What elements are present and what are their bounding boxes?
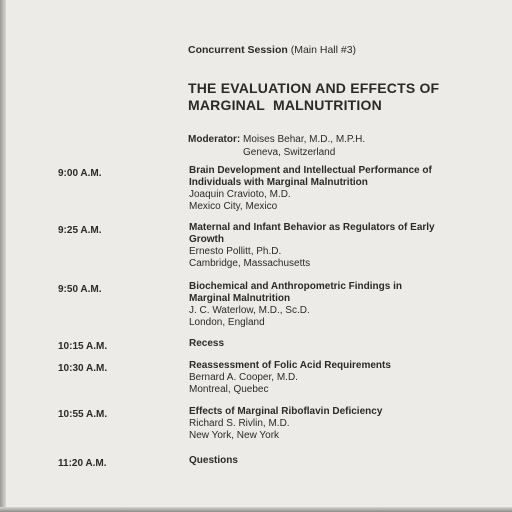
speaker-location: Mexico City, Mexico <box>189 201 278 212</box>
speaker-name: Joaquin Cravioto, M.D. <box>189 189 291 200</box>
schedule-entry <box>189 360 489 396</box>
schedule-time: 10:30 A.M. <box>58 363 108 374</box>
schedule-entry <box>189 165 489 213</box>
schedule-time: 10:15 A.M. <box>58 341 108 352</box>
schedule-entry <box>189 455 489 467</box>
speaker-location: London, England <box>189 317 265 328</box>
talk-title-line1: Effects of Marginal Riboflavin Deficiency <box>189 406 383 417</box>
talk-title-line2: Individuals with Marginal Malnutrition <box>189 177 368 188</box>
schedule-time: 10:55 A.M. <box>58 409 108 420</box>
talk-title-line2: Growth <box>189 234 224 245</box>
session-line <box>188 44 498 56</box>
schedule-entry <box>189 406 489 442</box>
schedule-entry <box>189 338 489 350</box>
moderator-name: Moises Behar, M.D., M.P.H. <box>243 134 366 145</box>
talk-title-line1: Brain Development and Intellectual Performance of <box>189 165 432 176</box>
schedule-entry <box>189 222 489 270</box>
session-header <box>188 44 498 159</box>
talk-title-line1: Maternal and Infant Behavior as Regulators of Early <box>189 222 435 233</box>
speaker-name: J. C. Waterlow, M.D., Sc.D. <box>189 305 310 316</box>
session-title-line2: MARGINAL MALNUTRITION <box>188 97 382 113</box>
schedule-time: 9:50 A.M. <box>58 284 102 295</box>
moderator-block <box>188 134 498 159</box>
speaker-location: New York, New York <box>189 430 280 441</box>
talk-title-line1: Recess <box>189 338 225 349</box>
session-title <box>188 80 498 114</box>
moderator-label: Moderator: <box>188 134 241 145</box>
talk-title-line1: Biochemical and Anthropometric Findings in <box>189 281 402 292</box>
speaker-location: Cambridge, Massachusetts <box>189 258 311 269</box>
schedule-time: 11:20 A.M. <box>58 458 107 469</box>
talk-title-line2: Marginal Malnutrition <box>189 293 291 304</box>
talk-title-line1: Questions <box>189 455 238 466</box>
speaker-name: Bernard A. Cooper, M.D. <box>189 372 298 383</box>
session-label: Concurrent Session <box>188 44 288 56</box>
schedule-entry <box>189 281 489 329</box>
schedule-time: 9:25 A.M. <box>58 225 102 236</box>
speaker-location: Montreal, Quebec <box>189 384 269 395</box>
page-bottom-shadow <box>0 507 512 512</box>
speaker-name: Richard S. Rivlin, M.D. <box>189 418 290 429</box>
session-location: (Main Hall #3) <box>290 44 357 56</box>
schedule-time: 9:00 A.M. <box>58 168 102 179</box>
page-edge-shadow <box>0 0 6 512</box>
talk-title-line1: Reassessment of Folic Acid Requirements <box>189 360 391 371</box>
session-title-line1: THE EVALUATION AND EFFECTS OF <box>188 80 440 96</box>
moderator-location: Geneva, Switzerland <box>243 146 336 158</box>
speaker-name: Ernesto Pollitt, Ph.D. <box>189 246 282 257</box>
